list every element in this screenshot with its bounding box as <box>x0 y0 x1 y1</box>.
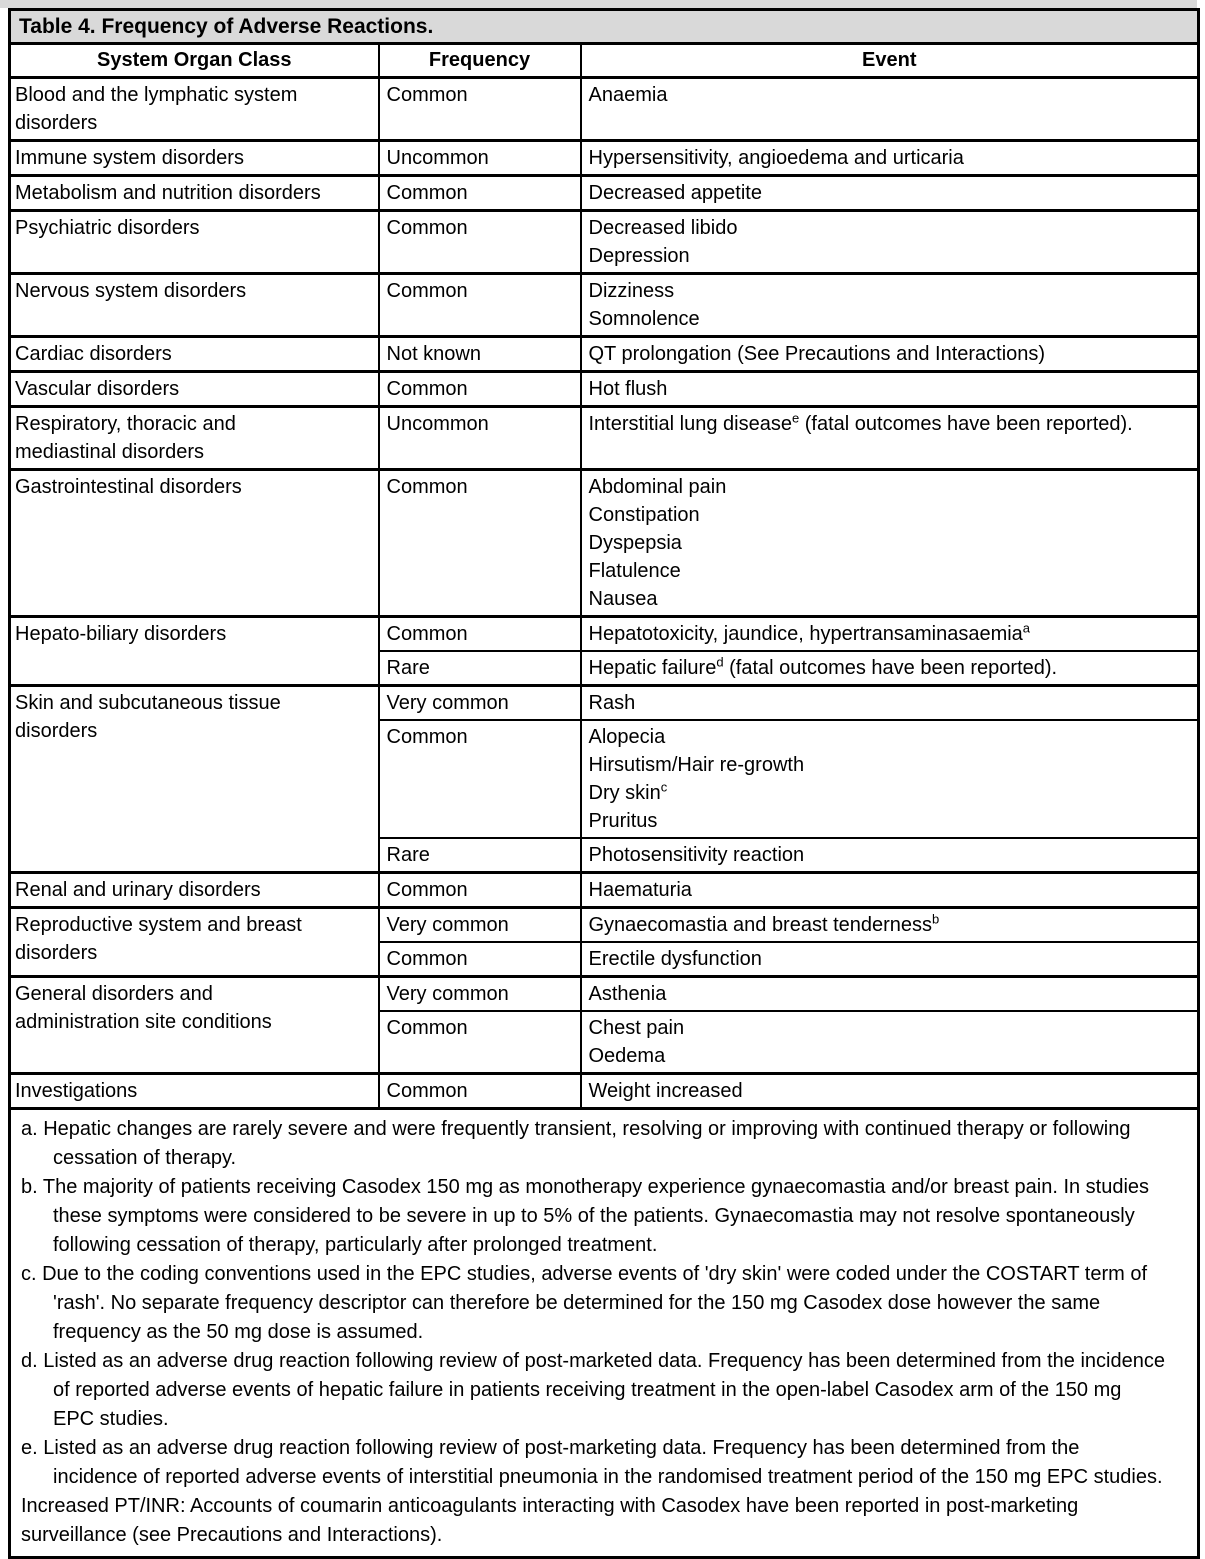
text-line: Reproductive system and breast <box>15 914 302 936</box>
system-organ-class-cell <box>10 211 379 274</box>
event-cell <box>581 141 1199 176</box>
text-line: disorders <box>15 112 98 134</box>
footnotes-cell <box>10 1109 1199 1558</box>
footnote-e: e. Listed as an adverse drug reaction following review of post-marketing data. Frequency has been determined from the incidence of reported adverse events of interstitial pneumonia in the randomised treatment period of the 150 mg EPC studies. <box>21 1437 1163 1488</box>
event-cell <box>581 211 1199 274</box>
event-line: Hot flush <box>588 378 668 400</box>
system-organ-class-cell <box>10 78 379 141</box>
event-line: Haematuria <box>588 879 692 901</box>
footnote-increased-pt-inr: Increased PT/INR: Accounts of coumarin anticoagulants interacting with Casodex have been reported in post-marketing surveillance (see Precautions and Interactions). <box>21 1495 1079 1546</box>
table-row <box>10 470 1199 617</box>
event-line: Decreased appetite <box>588 182 762 204</box>
system-organ-class-cell <box>10 470 379 617</box>
column-header-event: Event <box>581 44 1199 78</box>
frequency-cell: Common <box>379 1074 581 1109</box>
text-line: Gastrointestinal disorders <box>15 476 242 498</box>
event-line: Photosensitivity reaction <box>588 844 805 866</box>
text-line: Metabolism and nutrition disorders <box>15 182 321 204</box>
frequency-cell: Uncommon <box>379 141 581 176</box>
event-cell <box>581 78 1199 141</box>
table-row <box>10 686 1199 721</box>
system-organ-class-cell <box>10 274 379 337</box>
frequency-cell: Uncommon <box>379 407 581 470</box>
frequency-cell: Common <box>379 617 581 652</box>
footnote-ref-d: d <box>716 654 724 670</box>
event-line: Pruritus <box>588 810 658 832</box>
system-organ-class-cell <box>10 686 379 873</box>
event-cell <box>581 274 1199 337</box>
table-row <box>10 337 1199 372</box>
text-line: Blood and the lymphatic system <box>15 84 298 106</box>
text-line: Renal and urinary disorders <box>15 879 261 901</box>
footnote-c: c. Due to the coding conventions used in the EPC studies, adverse events of 'dry skin' were coded under the COSTART term of 'rash'. No separate frequency descriptor can therefore be determined for the 150 mg Casodex dose however the same frequency as the 50 mg dose is assumed. <box>21 1263 1148 1343</box>
frequency-cell: Common <box>379 1011 581 1074</box>
text-line: General disorders and <box>15 983 213 1005</box>
system-organ-class-cell <box>10 141 379 176</box>
event-line: Anaemia <box>588 84 668 106</box>
frequency-cell: Very common <box>379 686 581 721</box>
table-header-row <box>10 44 1199 78</box>
event-line: Weight increased <box>588 1080 743 1102</box>
frequency-cell: Common <box>379 78 581 141</box>
event-line: Interstitial lung disease$^e$ (fatal outcomes have been reported). <box>588 410 1133 435</box>
text-line: Nervous system disorders <box>15 280 247 302</box>
frequency-cell: Rare <box>379 651 581 686</box>
text-line: Respiratory, thoracic and <box>15 413 236 435</box>
column-header-system-organ-class: System Organ Class <box>10 44 379 78</box>
event-line: Erectile dysfunction <box>588 948 762 970</box>
frequency-cell: Common <box>379 873 581 908</box>
event-line: Dyspepsia <box>588 532 682 554</box>
system-organ-class-cell <box>10 337 379 372</box>
event-line: Abdominal pain <box>588 476 727 498</box>
system-organ-class-cell <box>10 908 379 977</box>
text-line: Cardiac disorders <box>15 343 172 365</box>
event-line: QT prolongation (See Precautions and Interactions) <box>588 343 1046 365</box>
table-row <box>10 617 1199 652</box>
event-line: Hypersensitivity, angioedema and urticaria <box>588 147 964 169</box>
event-line: Alopecia <box>588 726 666 748</box>
event-cell <box>581 176 1199 211</box>
frequency-cell: Common <box>379 720 581 838</box>
table-row <box>10 1074 1199 1109</box>
frequency-cell: Common <box>379 470 581 617</box>
event-line: Dizziness <box>588 280 675 302</box>
frequency-cell: Common <box>379 372 581 407</box>
event-line: Constipation <box>588 504 700 526</box>
event-cell <box>581 407 1199 470</box>
column-header-frequency: Frequency <box>379 44 581 78</box>
event-cell <box>581 720 1199 838</box>
event-cell <box>581 1011 1199 1074</box>
table-row <box>10 274 1199 337</box>
text-line: Immune system disorders <box>15 147 244 169</box>
frequency-cell: Very common <box>379 908 581 943</box>
frequency-cell: Common <box>379 176 581 211</box>
text-line: Investigations <box>15 1080 138 1102</box>
adverse-reactions-table <box>8 8 1200 1559</box>
footnote-d: d. Listed as an adverse drug reaction following review of post-marketed data. Frequency has been determined from the incidence of reported adverse events of hepatic failure in patients receiving treatment in the open-label Casodex arm of the 150 mg EPC studies. <box>21 1350 1165 1430</box>
event-line: Hirsutism/Hair re-growth <box>588 754 805 776</box>
text-line: administration site conditions <box>15 1011 272 1033</box>
text-line: Hepato-biliary disorders <box>15 623 227 645</box>
footnotes-row <box>10 1109 1199 1558</box>
table-row <box>10 78 1199 141</box>
text-line: Skin and subcutaneous tissue <box>15 692 281 714</box>
event-line: Somnolence <box>588 308 700 330</box>
system-organ-class-cell <box>10 407 379 470</box>
table-row <box>10 372 1199 407</box>
footnote-ref-c: c <box>660 779 668 795</box>
system-organ-class-cell <box>10 617 379 686</box>
system-organ-class-cell <box>10 176 379 211</box>
text-line: disorders <box>15 942 98 964</box>
footnote-b: b. The majority of patients receiving Casodex 150 mg as monotherapy experience gynaecomastia and/or breast pain. In studies these symptoms were considered to be severe in up to 5% of the patients. Gynaecomastia may not resolve spontaneously following cessation of therapy, particularly after prolonged treatment. <box>21 1176 1150 1256</box>
table-title-row <box>10 10 1199 44</box>
text-line: Vascular disorders <box>15 378 180 400</box>
event-line: Nausea <box>588 588 658 610</box>
event-cell <box>581 686 1199 721</box>
event-cell <box>581 1074 1199 1109</box>
frequency-cell: Rare <box>379 838 581 873</box>
frequency-cell: Very common <box>379 977 581 1012</box>
event-line: Asthenia <box>588 983 667 1005</box>
table-body <box>10 78 1199 1109</box>
footnote-ref-a: a <box>1022 620 1031 636</box>
table-title: Table 4. Frequency of Adverse Reactions. <box>10 10 1199 44</box>
table-row <box>10 141 1199 176</box>
text-line: disorders <box>15 720 98 742</box>
event-line: Gynaecomastia and breast tenderness$^b$ <box>588 911 940 936</box>
frequency-cell: Common <box>379 211 581 274</box>
text-line: mediastinal disorders <box>15 441 204 463</box>
table-row <box>10 977 1199 1012</box>
event-line: Dry skin$^c$ <box>588 779 668 804</box>
table-row <box>10 407 1199 470</box>
table-row <box>10 211 1199 274</box>
event-cell <box>581 873 1199 908</box>
event-line: Hepatotoxicity, jaundice, hypertransaminasaemia$^a$ <box>588 620 1031 645</box>
event-cell <box>581 977 1199 1012</box>
event-line: Depression <box>588 245 690 267</box>
event-line: Oedema <box>588 1045 666 1067</box>
event-cell <box>581 838 1199 873</box>
system-organ-class-cell <box>10 873 379 908</box>
table-row <box>10 873 1199 908</box>
footnote-ref-b: b <box>932 911 940 927</box>
event-cell <box>581 470 1199 617</box>
event-line: Rash <box>588 692 636 714</box>
event-cell <box>581 651 1199 686</box>
page-top-remnant-strip <box>0 0 1197 8</box>
event-line: Chest pain <box>588 1017 685 1039</box>
event-cell <box>581 908 1199 943</box>
event-cell <box>581 617 1199 652</box>
event-line: Flatulence <box>588 560 681 582</box>
system-organ-class-cell <box>10 372 379 407</box>
event-cell <box>581 942 1199 977</box>
system-organ-class-cell <box>10 977 379 1074</box>
text-line: Psychiatric disorders <box>15 217 200 239</box>
event-line: Decreased libido <box>588 217 738 239</box>
frequency-cell: Not known <box>379 337 581 372</box>
footnote-ref-e: e <box>791 410 800 426</box>
event-line: Hepatic failure$^d$ (fatal outcomes have been reported). <box>588 654 1058 679</box>
table-row <box>10 176 1199 211</box>
footnote-a: a. Hepatic changes are rarely severe and were frequently transient, resolving or improving with continued therapy or following cessation of therapy. <box>21 1118 1131 1169</box>
event-cell <box>581 372 1199 407</box>
system-organ-class-cell <box>10 1074 379 1109</box>
frequency-cell: Common <box>379 942 581 977</box>
event-cell <box>581 337 1199 372</box>
frequency-cell: Common <box>379 274 581 337</box>
table-row <box>10 908 1199 943</box>
